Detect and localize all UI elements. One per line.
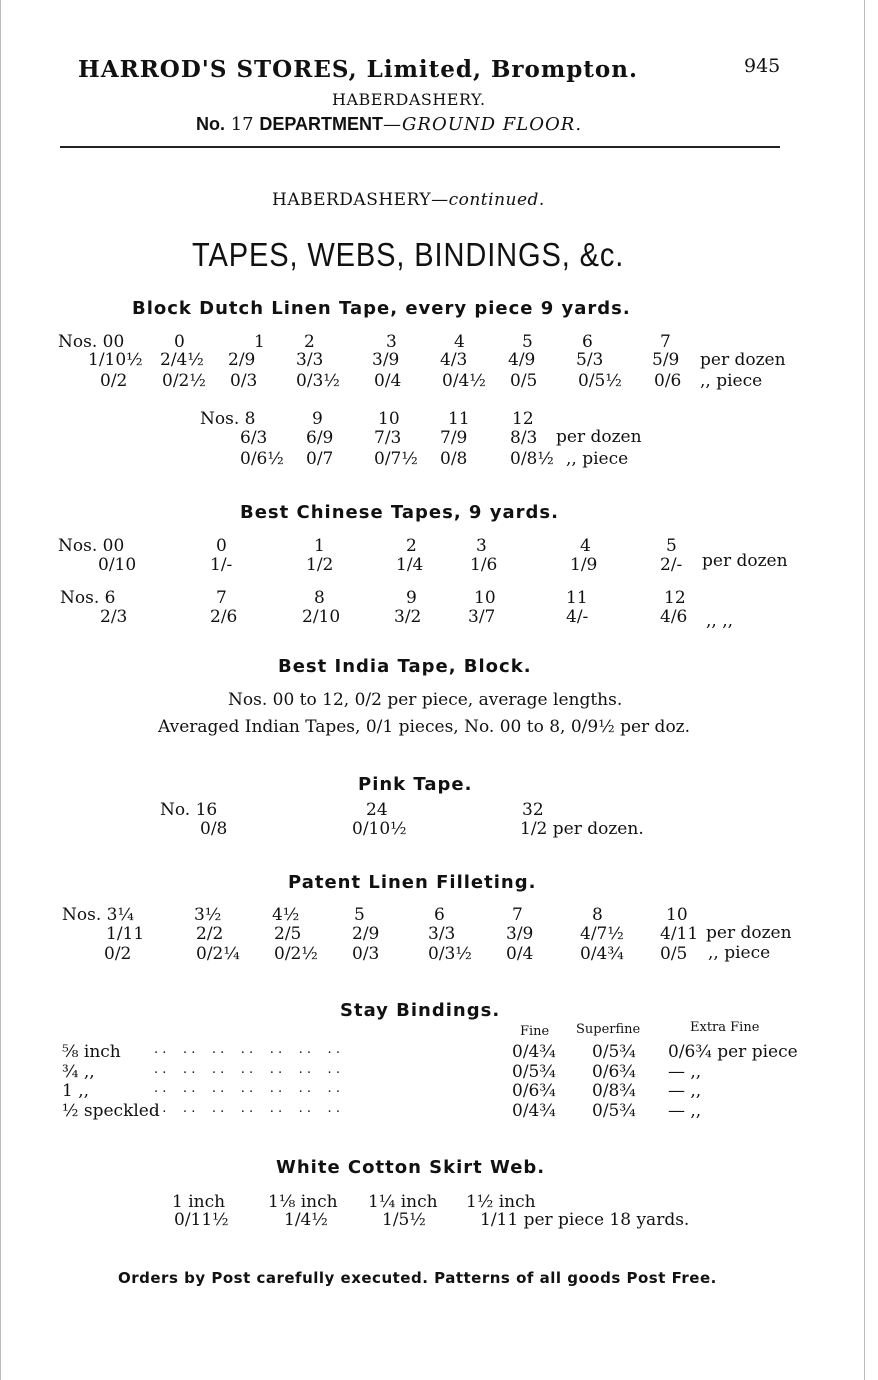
chinese-number: 7 [216, 588, 227, 608]
stay-fine-price: 0/6¾ [512, 1081, 556, 1101]
bd-piece-price: 0/7 [306, 449, 334, 469]
chinese-price: 1/9 [570, 555, 598, 575]
bd-piece-price: 0/6½ [240, 449, 284, 469]
skirt-size: 1⅛ inch [268, 1192, 338, 1212]
filleting-number: Nos. 3¼ [62, 905, 134, 925]
bd-number: 7 [660, 332, 671, 352]
bd-number: Nos. 00 [58, 332, 125, 352]
chinese-price: 3/7 [468, 607, 496, 627]
filleting-dozen-price: 4/7½ [580, 924, 624, 944]
india-heading: Best India Tape, Block. [278, 656, 532, 677]
bd-dozen-price: 4/3 [440, 350, 468, 370]
bd-dozen-price: 8/3 [510, 428, 538, 448]
chinese-number: 4 [580, 536, 591, 556]
chinese-price: 0/10 [98, 555, 137, 575]
skirt-size: 1¼ inch [368, 1192, 438, 1212]
stay-extrafine-price: 0/6¾ per piece [668, 1042, 798, 1062]
stay-size-label: 1 ,, [62, 1081, 90, 1101]
filleting-number: 6 [434, 905, 445, 925]
department-line [196, 114, 582, 135]
bd-piece-price: 0/5 [510, 371, 538, 391]
bd-dozen-price: 3/3 [296, 350, 324, 370]
chinese-number: 10 [474, 588, 496, 608]
continued-heading [272, 190, 545, 210]
pink-number: No. 16 [160, 800, 218, 820]
filleting-heading: Patent Linen Filleting. [288, 872, 537, 893]
left-page-edge [0, 0, 1, 1380]
stay-size-label: ¾ ,, [62, 1062, 95, 1082]
filleting-piece-price: 0/4 [506, 944, 534, 964]
bd-number: Nos. 8 [200, 409, 256, 429]
filleting-piece-price: 0/2½ [274, 944, 318, 964]
bd-number: 0 [174, 332, 185, 352]
leader-dots: . . . . . . . . . . . . . . [154, 1042, 340, 1057]
bd-number: 5 [522, 332, 533, 352]
chinese-price: 1/2 [306, 555, 334, 575]
india-line-2: Averaged Indian Tapes, 0/1 pieces, No. 00 to 8, 0/9½ per doz. [158, 717, 691, 737]
stay-heading: Stay Bindings. [340, 1000, 501, 1021]
stay-extrafine-price: — ,, [668, 1081, 702, 1101]
bd-dozen-unit-2: per dozen [556, 427, 642, 447]
bd-dozen-price: 3/9 [372, 350, 400, 370]
filleting-number: 7 [512, 905, 523, 925]
pink-number: 24 [366, 800, 388, 820]
filleting-dozen-price: 1/11 [106, 924, 145, 944]
bd-piece-price: 0/8 [440, 449, 468, 469]
bd-dozen-price: 1/10½ [88, 350, 143, 370]
chinese-number: 5 [666, 536, 677, 556]
bd-dozen-price: 7/9 [440, 428, 468, 448]
skirt-size: 1½ inch [466, 1192, 536, 1212]
dept-label: DEPARTMENT [259, 114, 384, 134]
chinese-number: 9 [406, 588, 417, 608]
chinese-price: 2/6 [210, 607, 238, 627]
india-line-1: Nos. 00 to 12, 0/2 per piece, average lengths. [228, 690, 623, 710]
bd-number: 2 [304, 332, 315, 352]
filleting-piece-price: 0/3 [352, 944, 380, 964]
chinese-price: 3/2 [394, 607, 422, 627]
skirt-heading: White Cotton Skirt Web. [276, 1157, 546, 1178]
skirt-price: 1/5½ [382, 1210, 426, 1230]
stay-superfine-price: 0/5¾ [592, 1101, 636, 1121]
continued-italic: —continued. [431, 190, 545, 210]
bd-number: 6 [582, 332, 593, 352]
chinese-price: 1/- [210, 555, 233, 575]
page-title: TAPES, WEBS, BINDINGS, &c. [192, 236, 625, 273]
bd-dozen-price: 2/9 [228, 350, 256, 370]
stay-size-label: ½ speckled [62, 1101, 160, 1121]
bd-number: 12 [512, 409, 534, 429]
pink-price: 1/2 per dozen. [520, 819, 644, 839]
filleting-dozen-price: 2/2 [196, 924, 224, 944]
chinese-number: 12 [664, 588, 686, 608]
bd-piece-unit-1: ,, piece [700, 371, 763, 391]
stay-extrafine-price: — ,, [668, 1062, 702, 1082]
filleting-piece-price: 0/2 [104, 944, 132, 964]
filleting-piece-price: 0/2¼ [196, 944, 240, 964]
chinese-number: 0 [216, 536, 227, 556]
bd-piece-price: 0/2½ [162, 371, 206, 391]
bd-piece-price: 0/2 [100, 371, 128, 391]
filleting-dozen-price: 3/9 [506, 924, 534, 944]
chinese-price: 1/4 [396, 555, 424, 575]
chinese-number: 1 [314, 536, 325, 556]
chinese-unit-1: per dozen [702, 551, 788, 571]
chinese-unit-2: ,, ,, [706, 611, 734, 631]
bd-piece-price: 0/4 [374, 371, 402, 391]
filleting-number: 10 [666, 905, 688, 925]
chinese-number: Nos. 6 [60, 588, 116, 608]
bd-number: 9 [312, 409, 323, 429]
continued-main: HABERDASHERY [272, 190, 432, 210]
page-number: 945 [744, 55, 781, 77]
filleting-dozen-unit: per dozen [706, 923, 792, 943]
footer-note: Orders by Post carefully executed. Patterns of all goods Post Free. [118, 1269, 717, 1287]
stay-col-fine: Fine [520, 1024, 550, 1039]
filleting-piece-unit: ,, piece [708, 943, 771, 963]
skirt-price: 1/4½ [284, 1210, 328, 1230]
chinese-number: 2 [406, 536, 417, 556]
bd-dozen-price: 6/3 [240, 428, 268, 448]
chinese-price: 2/- [660, 555, 683, 575]
bd-number: 4 [454, 332, 465, 352]
dept-no-label: No. [196, 114, 225, 134]
bd-piece-price: 0/8½ [510, 449, 554, 469]
stay-fine-price: 0/5¾ [512, 1062, 556, 1082]
filleting-piece-price: 0/3½ [428, 944, 472, 964]
chinese-price: 1/6 [470, 555, 498, 575]
leader-dots: . . . . . . . . . . . . . . [154, 1101, 340, 1116]
bd-piece-price: 0/3½ [296, 371, 340, 391]
header-rule [60, 146, 780, 148]
stay-col-superfine: Superfine [576, 1022, 641, 1037]
filleting-dozen-price: 2/9 [352, 924, 380, 944]
bd-dozen-unit-1: per dozen [700, 350, 786, 370]
right-page-edge [864, 0, 865, 1380]
bd-dozen-price: 7/3 [374, 428, 402, 448]
filleting-piece-price: 0/4¾ [580, 944, 624, 964]
bd-piece-price: 0/7½ [374, 449, 418, 469]
filleting-dozen-price: 3/3 [428, 924, 456, 944]
bd-number: 10 [378, 409, 400, 429]
filleting-piece-price: 0/5 [660, 944, 688, 964]
stay-superfine-price: 0/8¾ [592, 1081, 636, 1101]
bd-piece-unit-2: ,, piece [566, 449, 629, 469]
stay-size-label: ⅝ inch [62, 1042, 121, 1062]
bd-dozen-price: 5/9 [652, 350, 680, 370]
stay-superfine-price: 0/6¾ [592, 1062, 636, 1082]
chinese-price: 4/6 [660, 607, 688, 627]
chinese-price: 4/- [566, 607, 589, 627]
filleting-number: 5 [354, 905, 365, 925]
pink-price: 0/8 [200, 819, 228, 839]
stay-fine-price: 0/4¾ [512, 1101, 556, 1121]
chinese-price: 2/10 [302, 607, 341, 627]
filleting-number: 4½ [272, 905, 300, 925]
stay-fine-price: 0/4¾ [512, 1042, 556, 1062]
bd-piece-price: 0/3 [230, 371, 258, 391]
category-heading: HABERDASHERY. [332, 90, 486, 109]
bd-piece-price: 0/5½ [578, 371, 622, 391]
bd-piece-price: 0/4½ [442, 371, 486, 391]
chinese-number: 3 [476, 536, 487, 556]
pink-price: 0/10½ [352, 819, 407, 839]
skirt-size: 1 inch [172, 1192, 226, 1212]
block-dutch-heading: Block Dutch Linen Tape, every piece 9 yards. [132, 298, 631, 319]
skirt-price: 1/11 per piece 18 yards. [480, 1210, 690, 1230]
bd-number: 3 [386, 332, 397, 352]
stay-extrafine-price: — ,, [668, 1101, 702, 1121]
leader-dots: . . . . . . . . . . . . . . [154, 1062, 340, 1077]
pink-number: 32 [522, 800, 544, 820]
stay-col-extrafine: Extra Fine [690, 1020, 760, 1035]
leader-dots: . . . . . . . . . . . . . . [154, 1081, 340, 1096]
bd-dozen-price: 6/9 [306, 428, 334, 448]
chinese-price: 2/3 [100, 607, 128, 627]
stay-superfine-price: 0/5¾ [592, 1042, 636, 1062]
chinese-number: Nos. 00 [58, 536, 125, 556]
skirt-price: 0/11½ [174, 1210, 229, 1230]
chinese-number: 8 [314, 588, 325, 608]
bd-dozen-price: 4/9 [508, 350, 536, 370]
chinese-number: 11 [566, 588, 588, 608]
pink-heading: Pink Tape. [358, 774, 473, 795]
dept-floor: —GROUND FLOOR. [383, 114, 583, 135]
bd-piece-price: 0/6 [654, 371, 682, 391]
filleting-dozen-price: 4/11 [660, 924, 699, 944]
bd-dozen-price: 5/3 [576, 350, 604, 370]
filleting-dozen-price: 2/5 [274, 924, 302, 944]
bd-number: 1 [254, 332, 265, 352]
bd-dozen-price: 2/4½ [160, 350, 204, 370]
filleting-number: 3½ [194, 905, 222, 925]
bd-number: 11 [448, 409, 470, 429]
dept-number: 17 [230, 114, 254, 135]
store-name: HARROD'S STORES, Limited, Brompton. [78, 56, 639, 83]
filleting-number: 8 [592, 905, 603, 925]
chinese-heading: Best Chinese Tapes, 9 yards. [240, 502, 559, 523]
